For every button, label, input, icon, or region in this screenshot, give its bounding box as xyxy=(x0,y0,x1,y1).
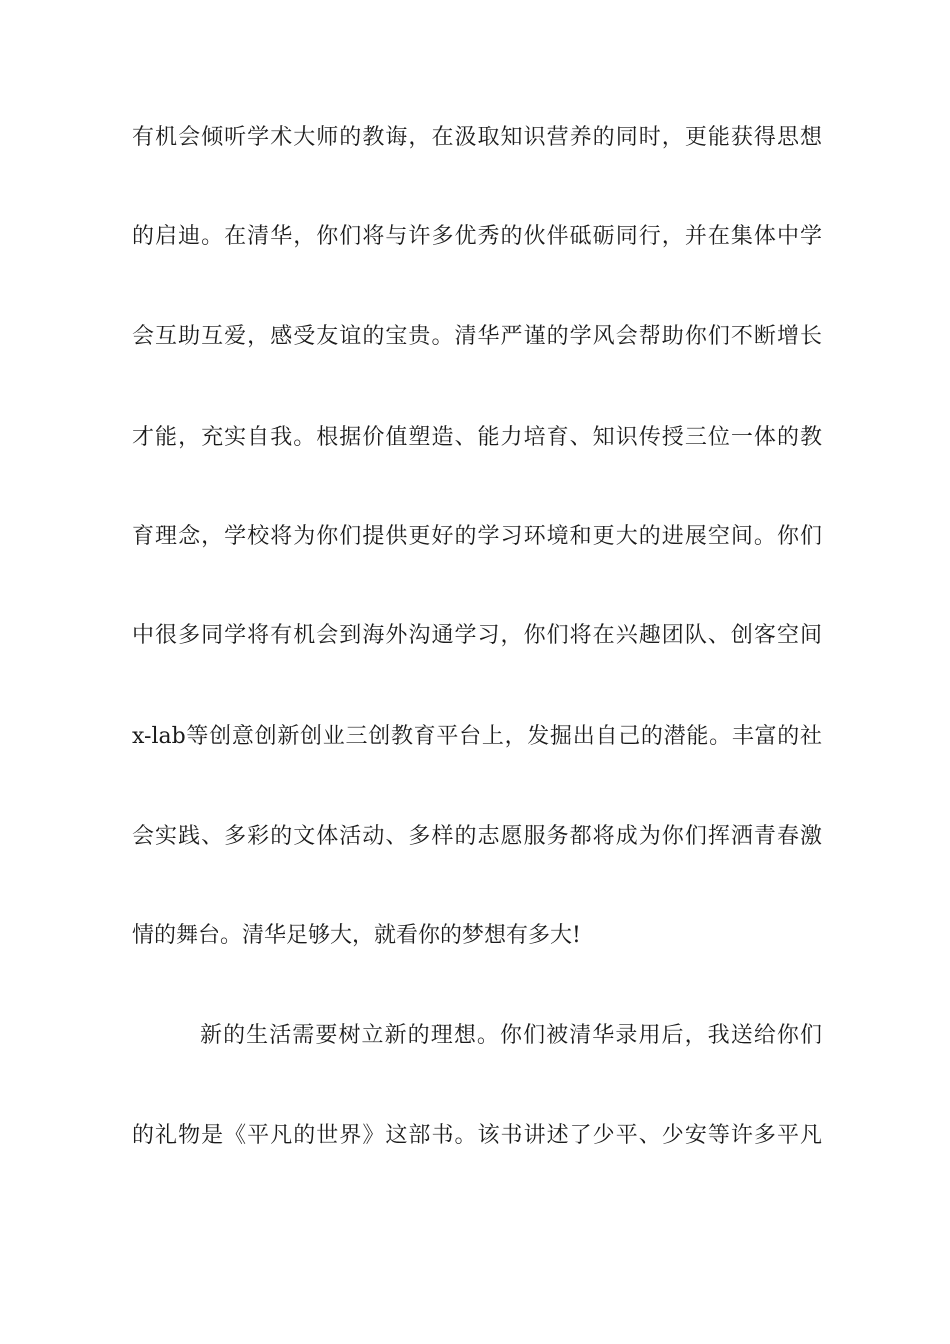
text-line-4: 才能，充实自我。根据价值塑造、能力培育、知识传授三位一体的教 xyxy=(132,425,822,450)
text-line-5: 育理念，学校将为你们提供更好的学习环境和更大的进展空间。你们 xyxy=(132,524,822,549)
text-line-3: 会互助互爱，感受友谊的宝贵。清华严谨的学风会帮助你们不断增长 xyxy=(132,324,822,349)
text-line-7: x-lab等创意创新创业三创教育平台上，发掘出自己的潜能。丰富的社 xyxy=(132,724,822,749)
text-line-11: 的礼物是《平凡的世界》这部书。该书讲述了少平、少安等许多平凡 xyxy=(132,1123,822,1148)
text-line-8: 会实践、多彩的文体活动、多样的志愿服务都将成为你们挥洒青春激 xyxy=(132,824,822,849)
text-line-10: 新的生活需要树立新的理想。你们被清华录用后，我送给你们 xyxy=(200,1023,822,1048)
text-line-9: 情的舞台。清华足够大，就看你的梦想有多大! xyxy=(132,923,581,948)
text-line-6: 中很多同学将有机会到海外沟通学习，你们将在兴趣团队、创客空间 xyxy=(132,623,822,648)
text-line-1: 有机会倾听学术大师的教诲，在汲取知识营养的同时，更能获得思想 xyxy=(132,125,822,150)
text-line-2: 的启迪。在清华，你们将与许多优秀的伙伴砥砺同行，并在集体中学 xyxy=(132,224,822,249)
